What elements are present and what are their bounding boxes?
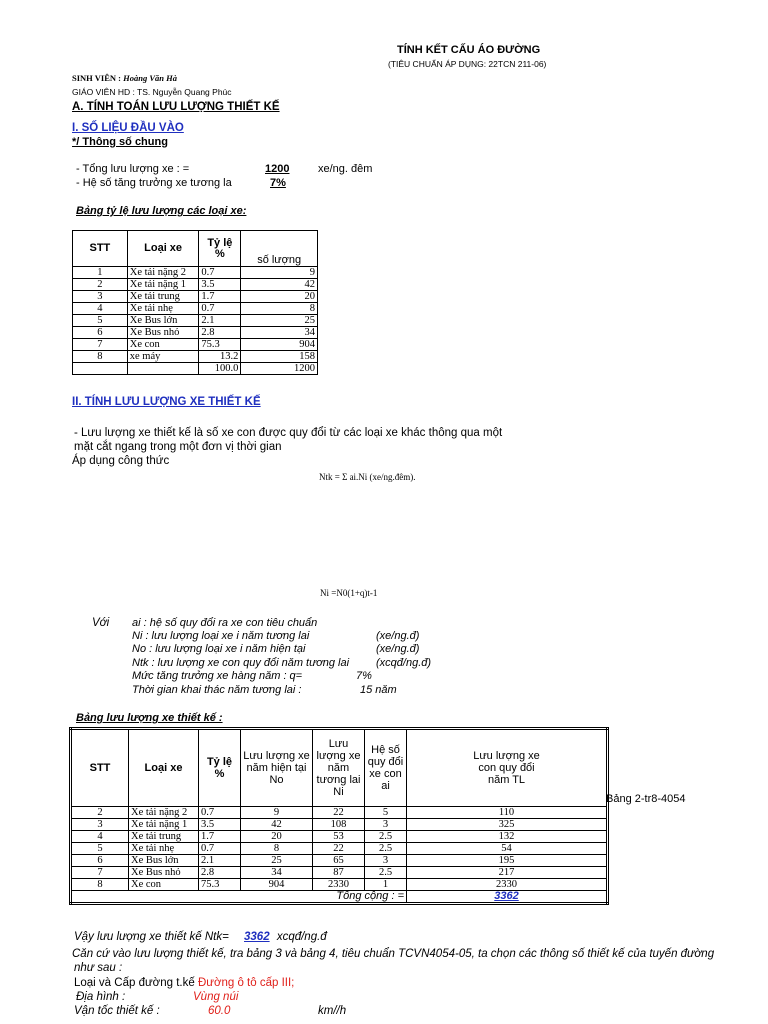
stt-cell: 7 xyxy=(73,339,128,351)
stt-cell: 5 xyxy=(73,315,128,327)
stt-cell: 6 xyxy=(73,327,128,339)
growth-label: - Hệ số tăng trưởng xe tương la xyxy=(76,177,232,189)
total-empty-cell xyxy=(127,363,199,375)
total-flow-value: 1200 xyxy=(265,163,290,175)
ntk-value: 3362 xyxy=(244,931,270,943)
total-value-cell: 3362 xyxy=(407,891,608,904)
teacher-line: GIÁO VIÊN HD : TS. Nguyễn Quang Phúc xyxy=(72,87,232,97)
ratio-cell: 0.7 xyxy=(199,807,241,819)
count-cell: 9 xyxy=(241,267,318,279)
table2-header-no: Lưu lượng xe năm hiện tại No xyxy=(241,729,313,807)
type-cell: xe máy xyxy=(127,351,199,363)
type-cell: Xe Bus nhỏ xyxy=(129,867,199,879)
ai-cell: 2.5 xyxy=(365,867,407,879)
ratio-cell: 13.2 xyxy=(199,351,241,363)
table1-header-type: Loại xe xyxy=(127,231,199,267)
design-flow-table xyxy=(69,727,609,905)
where-line: No : lưu lượng loại xe i năm hiện tại xyxy=(132,643,306,655)
ratio-cell: 2.1 xyxy=(199,315,241,327)
count-cell: 158 xyxy=(241,351,318,363)
where-line: Ntk : lưu lượng xe con quy đổi năm tương lai xyxy=(132,657,350,669)
ratio-cell: 3.5 xyxy=(199,819,241,831)
ni-cell: 22 xyxy=(313,843,365,855)
ratio-cell: 0.7 xyxy=(199,843,241,855)
table-row xyxy=(71,843,608,855)
para1-line3: Áp dụng công thức xyxy=(72,455,170,467)
ai-cell: 3 xyxy=(365,855,407,867)
ni-cell: 108 xyxy=(313,819,365,831)
table-row xyxy=(73,303,318,315)
converted-cell: 110 xyxy=(407,807,608,819)
ntk-unit: xcqđ/ng.đ xyxy=(276,931,327,943)
road-label: Loại và Cấp đường t.kế xyxy=(74,977,195,989)
table2-total-row xyxy=(71,891,608,904)
ratio-cell: 2.8 xyxy=(199,327,241,339)
speed-value: 60.0 xyxy=(208,1005,231,1017)
type-cell: Xe tải nhẹ xyxy=(127,303,199,315)
count-cell: 34 xyxy=(241,327,318,339)
ratio-cell: 0.7 xyxy=(199,267,241,279)
stt-cell: 2 xyxy=(73,279,128,291)
where-unit: 15 năm xyxy=(360,684,397,696)
para1-line1: - Lưu lượng xe thiết kế là số xe con được quy đổi từ các loại xe khác thông qua một xyxy=(74,427,503,439)
table-row xyxy=(73,291,318,303)
table2-header-ai: Hệ số quy đổi xe con ai xyxy=(365,729,407,807)
growth-value: 7% xyxy=(270,177,286,189)
table1-total-row xyxy=(73,363,318,375)
converted-cell: 325 xyxy=(407,819,608,831)
where-label: Với xyxy=(92,617,110,629)
ai-cell: 2.5 xyxy=(365,843,407,855)
converted-cell: 132 xyxy=(407,831,608,843)
count-cell: 8 xyxy=(241,303,318,315)
speed-label: Vận tốc thiết kế : xyxy=(74,1005,160,1017)
ai-cell: 3 xyxy=(365,819,407,831)
table2-header-row xyxy=(71,729,608,807)
count-cell: 42 xyxy=(241,279,318,291)
speed-unit: km//h xyxy=(318,1005,347,1017)
ni-cell: 22 xyxy=(313,807,365,819)
stt-cell: 7 xyxy=(71,867,129,879)
type-cell: Xe tải nặng 1 xyxy=(127,279,199,291)
table-row xyxy=(73,351,318,363)
section-a-heading: A. TÍNH TOÁN LƯU LƯỢNG THIẾT KẾ xyxy=(72,101,280,113)
student-name: Hoàng Văn Hà xyxy=(123,73,177,83)
side-note: Bảng 2-tr8-4054 xyxy=(606,793,686,805)
converted-cell: 54 xyxy=(407,843,608,855)
stt-cell: 1 xyxy=(73,267,128,279)
type-cell: Xe tải trung xyxy=(129,831,199,843)
table-row xyxy=(71,807,608,819)
stt-cell: 4 xyxy=(71,831,129,843)
total-empty-cell xyxy=(73,363,128,375)
stt-cell: 2 xyxy=(71,807,129,819)
stt-cell: 4 xyxy=(73,303,128,315)
ratio-cell: 1.7 xyxy=(199,291,241,303)
table-row xyxy=(73,327,318,339)
total-flow-unit: xe/ng. đêm xyxy=(318,163,373,175)
section-2-heading: II. TÍNH LƯU LƯỢNG XE THIẾT KẾ xyxy=(72,396,261,408)
ai-cell: 1 xyxy=(365,879,407,891)
table2-header-ratio: Tỷ lệ % xyxy=(199,729,241,807)
where-unit: (xcqđ/ng.đ) xyxy=(376,657,432,669)
type-cell: Xe tải trung xyxy=(127,291,199,303)
count-cell: 20 xyxy=(241,291,318,303)
table-row xyxy=(73,315,318,327)
ratio-cell: 75.3 xyxy=(199,879,241,891)
table1-header-ratio: Tỷ lệ % xyxy=(199,231,241,267)
total-label-cell: Tổng cộng : = xyxy=(71,891,407,904)
ratio-cell: 2.1 xyxy=(199,855,241,867)
type-cell: Xe con xyxy=(127,339,199,351)
terrain-value: Vùng núi xyxy=(193,991,239,1003)
ai-cell: 2.5 xyxy=(365,831,407,843)
table2-header-stt: STT xyxy=(71,729,129,807)
general-params-heading: */ Thông số chung xyxy=(72,136,168,148)
stt-cell: 6 xyxy=(71,855,129,867)
converted-cell: 2330 xyxy=(407,879,608,891)
ratio-cell: 3.5 xyxy=(199,279,241,291)
formula-ntk: Ntk = Σ ai.Ni (xe/ng.đêm). xyxy=(319,472,416,482)
ai-cell: 5 xyxy=(365,807,407,819)
no-cell: 25 xyxy=(241,855,313,867)
student-line: SINH VIÊN : Hoàng Văn Hà xyxy=(72,73,177,83)
table2-header-type: Loại xe xyxy=(129,729,199,807)
ni-cell: 87 xyxy=(313,867,365,879)
table-row xyxy=(71,855,608,867)
total-count-cell: 1200 xyxy=(241,363,318,375)
formula-ni: Ni =N0(1+q)t-1 xyxy=(320,588,378,598)
type-cell: Xe tải nặng 2 xyxy=(127,267,199,279)
converted-cell: 217 xyxy=(407,867,608,879)
stt-cell: 3 xyxy=(71,819,129,831)
where-line: Ni : lưu lượng loại xe i năm tương lai xyxy=(132,630,310,642)
type-cell: Xe Bus lớn xyxy=(127,315,199,327)
table-row xyxy=(73,267,318,279)
no-cell: 9 xyxy=(241,807,313,819)
road-value: Đường ô tô cấp III; xyxy=(197,977,295,989)
ratio-cell: 0.7 xyxy=(199,303,241,315)
para1-line2: mặt cắt ngang trong một đơn vị thời gian xyxy=(74,441,282,453)
where-unit: 7% xyxy=(356,670,372,682)
stt-cell: 3 xyxy=(73,291,128,303)
table1-header-stt: STT xyxy=(73,231,128,267)
section-1-heading: I. SỐ LIỆU ĐẦU VÀO xyxy=(72,122,184,134)
table-row xyxy=(71,831,608,843)
ntk-label: Vậy lưu lượng xe thiết kế Ntk= xyxy=(74,931,229,943)
where-unit: (xe/ng.đ) xyxy=(376,630,420,642)
where-line: Thời gian khai thác năm tương lai : xyxy=(132,684,302,696)
conclusion-line3: như sau : xyxy=(74,962,123,974)
count-cell: 904 xyxy=(241,339,318,351)
conclusion-line2: Căn cứ vào lưu lượng thiết kế, tra bảng 3 và bảng 4, tiêu chuẩn TCVN4054-05, ta chọn các thông số thiết kế của tuyến đường xyxy=(72,948,715,960)
no-cell: 42 xyxy=(241,819,313,831)
stt-cell: 5 xyxy=(71,843,129,855)
type-cell: Xe Bus lớn xyxy=(129,855,199,867)
stt-cell: 8 xyxy=(73,351,128,363)
vehicle-ratio-table xyxy=(72,230,318,375)
conclusion-line1 xyxy=(74,931,327,943)
ratio-cell: 2.8 xyxy=(199,867,241,879)
where-line: ai : hệ số quy đổi ra xe con tiêu chuẩn xyxy=(132,617,318,629)
total-flow-label: - Tổng lưu lượng xe : = xyxy=(76,163,190,175)
converted-cell: 195 xyxy=(407,855,608,867)
student-label: SINH VIÊN xyxy=(72,73,117,83)
table-row xyxy=(71,867,608,879)
no-cell: 20 xyxy=(241,831,313,843)
table1-header-count: số lượng xyxy=(241,231,318,267)
no-cell: 8 xyxy=(241,843,313,855)
type-cell: Xe Bus nhỏ xyxy=(127,327,199,339)
table-row xyxy=(73,279,318,291)
ni-cell: 65 xyxy=(313,855,365,867)
terrain-label: Địa hình : xyxy=(76,991,126,1003)
ratio-cell: 1.7 xyxy=(199,831,241,843)
total-ratio-cell: 100.0 xyxy=(199,363,241,375)
type-cell: Xe tải nhẹ xyxy=(129,843,199,855)
stt-cell: 8 xyxy=(71,879,129,891)
ni-cell: 53 xyxy=(313,831,365,843)
table-row xyxy=(73,339,318,351)
ni-cell: 2330 xyxy=(313,879,365,891)
page-subtitle: (TIÊU CHUẨN ÁP DỤNG: 22TCN 211-06) xyxy=(388,59,547,69)
road-line xyxy=(74,977,294,989)
ratio-cell: 75.3 xyxy=(199,339,241,351)
table-row xyxy=(71,879,608,891)
page-title: TÍNH KẾT CẤU ÁO ĐƯỜNG xyxy=(397,44,541,56)
table2-header-ni: Lưu lượng xe năm tương lai Ni xyxy=(313,729,365,807)
type-cell: Xe tải nặng 1 xyxy=(129,819,199,831)
table2-header-converted: Lưu lượng xe con quy đổi năm TL xyxy=(407,729,608,807)
table1-caption: Bảng tỷ lệ lưu lượng các loại xe: xyxy=(76,205,247,217)
table1-header-row xyxy=(73,231,318,267)
table-row xyxy=(71,819,608,831)
no-cell: 34 xyxy=(241,867,313,879)
where-line: Mức tăng trưởng xe hàng năm : q= xyxy=(132,670,303,682)
count-cell: 25 xyxy=(241,315,318,327)
type-cell: Xe tải nặng 2 xyxy=(129,807,199,819)
table2-caption: Bảng lưu lượng xe thiết kế : xyxy=(76,712,223,724)
no-cell: 904 xyxy=(241,879,313,891)
type-cell: Xe con xyxy=(129,879,199,891)
where-unit: (xe/ng.đ) xyxy=(376,643,420,655)
